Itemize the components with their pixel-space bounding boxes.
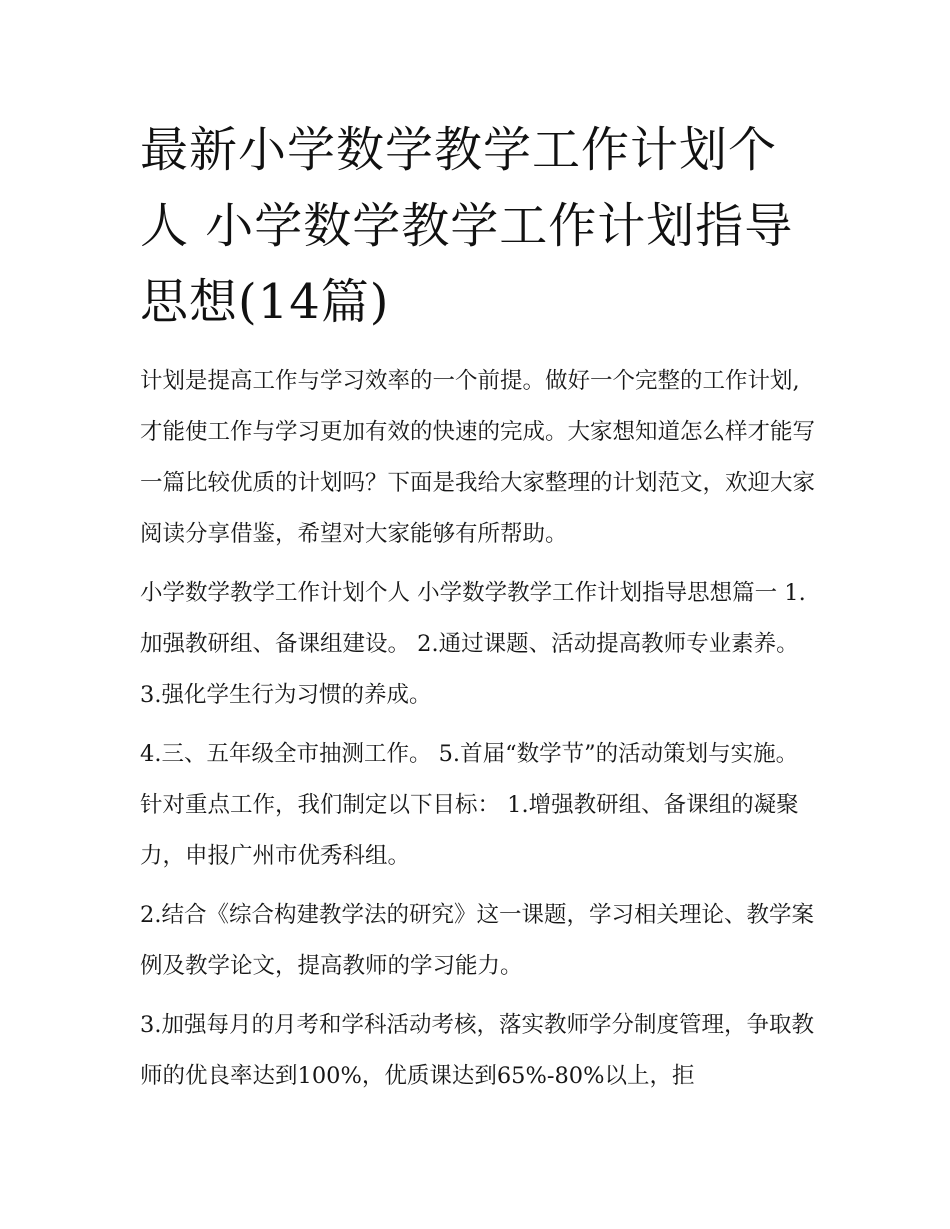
document-body: [140, 356, 820, 1110]
paragraph-section-one: 小学数学教学工作计划个人 小学数学教学工作计划指导思想篇一 1.加强教研组、备课组建设。 2.通过课题、活动提高教师专业素养。 3.强化学生行为习惯的养成。: [140, 580, 806, 708]
document-title: 最新小学数学教学工作计划个人 小学数学教学工作计划指导思想(14篇): [140, 122, 794, 330]
paragraph-goal-two: 2.结合《综合构建教学法的研究》这一课题，学习相关理论、教学案例及教学论文，提高教师的学习能力。: [140, 902, 814, 979]
paragraph-goal-three: 3.加强每月的月考和学科活动考核，落实教师学分制度管理，争取教师的优良率达到100%，优质课达到65%-80%以上，拒: [140, 1012, 814, 1089]
paragraph-intro: 计划是提高工作与学习效率的一个前提。做好一个完整的工作计划,才能使工作与学习更加有效的快速的完成。大家想知道怎么样才能写一篇比较优质的计划吗？下面是我给大家整理的计划范文，欢迎大家阅读分享借鉴，希望对大家能够有所帮助。: [140, 368, 816, 547]
paragraph-key-work: 4.三、五年级全市抽测工作。 5.首届“数学节”的活动策划与实施。 针对重点工作，我们制定以下目标： 1.增强教研组、备课组的凝聚力，申报广州市优秀科组。: [140, 741, 799, 869]
